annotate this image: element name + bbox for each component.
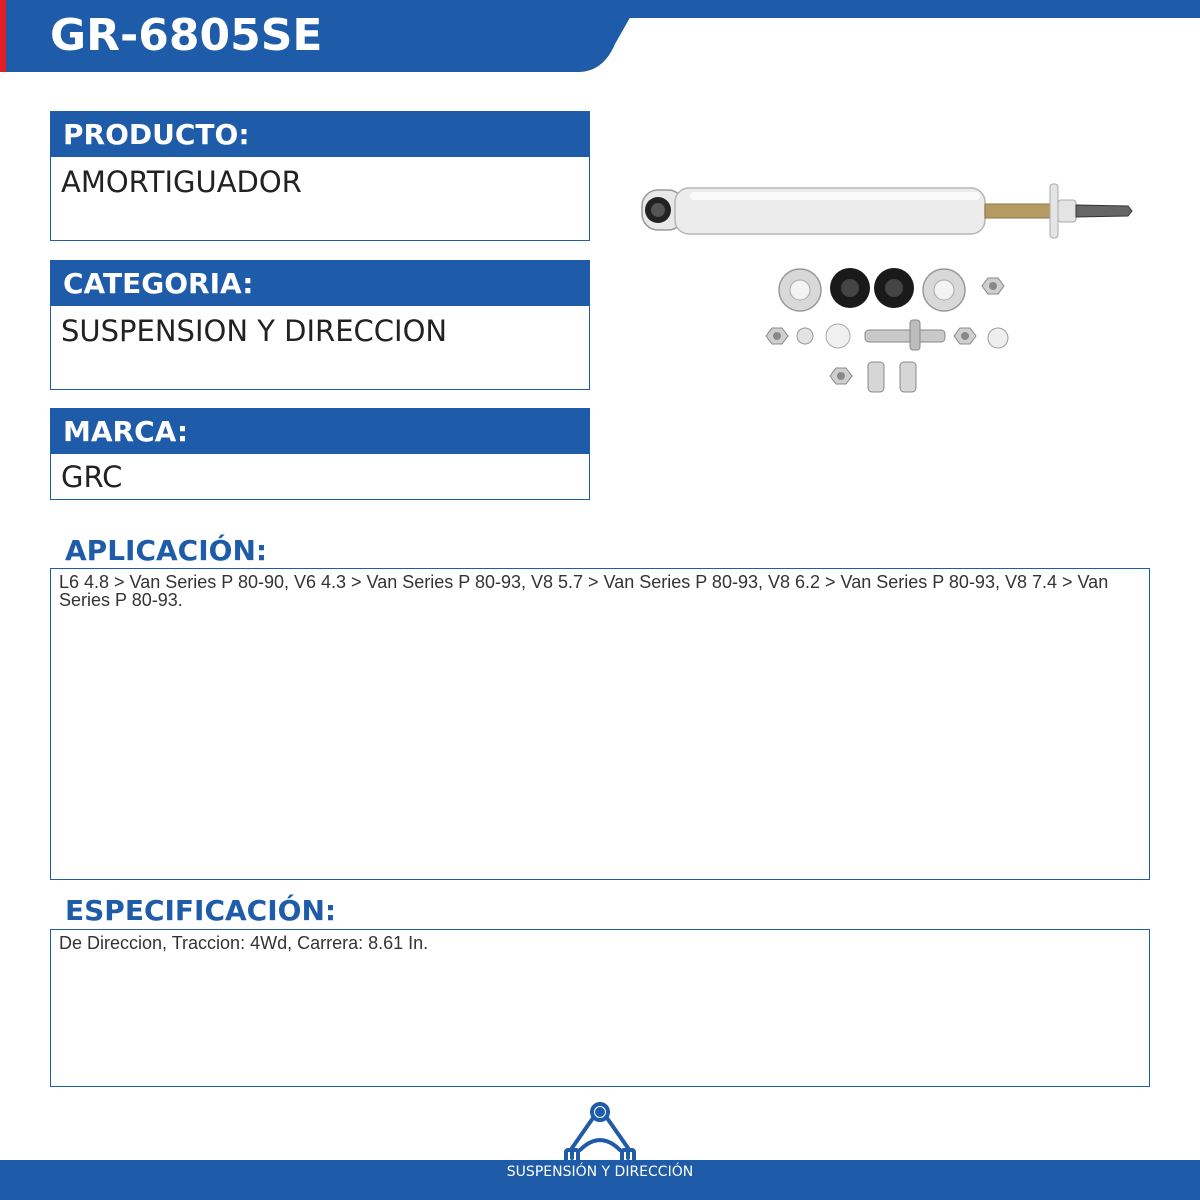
producto-label: PRODUCTO: (50, 111, 590, 157)
product-image (630, 170, 1150, 400)
hardware-kit-icon (766, 268, 1008, 392)
categoria-value: SUSPENSION Y DIRECCION (50, 306, 590, 390)
marca-label: MARCA: (50, 408, 590, 454)
part-number-title: GR-6805SE (50, 10, 323, 61)
especificacion-title: ESPECIFICACIÓN: (65, 894, 337, 927)
especificacion-text: De Direccion, Traccion: 4Wd, Carrera: 8.61 In. (50, 929, 1150, 1087)
shock-absorber-icon (642, 184, 1132, 238)
marca-value: GRC (50, 454, 590, 500)
producto-value: AMORTIGUADOR (50, 157, 590, 241)
footer-category-label: SUSPENSIÓN Y DIRECCIÓN (506, 1164, 694, 1180)
categoria-label: CATEGORIA: (50, 260, 590, 306)
aplicacion-title: APLICACIÓN: (65, 534, 268, 567)
aplicacion-text: L6 4.8 > Van Series P 80-90, V6 4.3 > Van Series P 80-93, V8 5.7 > Van Series P 80-93, V8 6.2 > Van Series P 80-93, V8 7.4 > Van Series P 80-93. (50, 568, 1150, 880)
